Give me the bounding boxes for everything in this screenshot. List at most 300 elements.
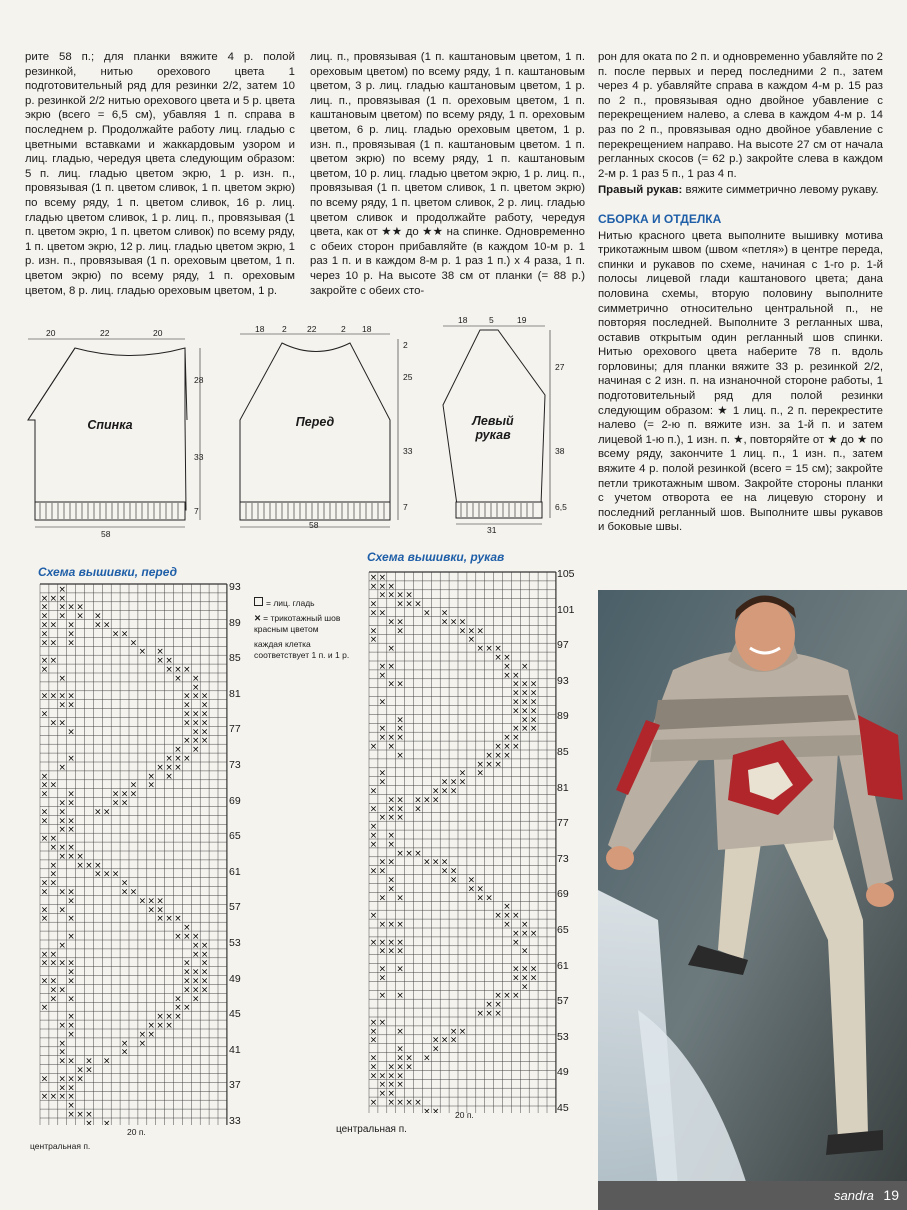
cross-stitch-mark: × — [396, 724, 404, 735]
cross-stitch-mark: × — [521, 679, 529, 690]
cross-stitch-mark: × — [369, 581, 378, 592]
cross-stitch-mark: × — [387, 679, 395, 690]
cross-stitch-mark: × — [458, 1026, 467, 1037]
row-number: 77 — [229, 723, 241, 736]
cross-stitch-mark: × — [396, 804, 404, 815]
cross-stitch-mark: × — [405, 1053, 413, 1064]
cross-stitch-mark: × — [40, 949, 49, 960]
cross-stitch-mark: × — [378, 991, 387, 1002]
cross-stitch-mark: × — [49, 1092, 58, 1103]
cross-stitch-mark: × — [49, 958, 58, 969]
cross-stitch-mark: × — [485, 759, 493, 770]
cross-stitch-mark: × — [432, 795, 440, 806]
dim-label: 25 — [403, 372, 413, 382]
cross-stitch-mark: × — [67, 700, 75, 711]
back-title: Спинка — [87, 418, 133, 432]
row-number: 93 — [557, 674, 569, 687]
cross-stitch-mark: × — [378, 813, 387, 824]
row-number: 49 — [557, 1066, 569, 1079]
cross-stitch-mark: × — [494, 1009, 502, 1019]
cross-stitch-mark: × — [67, 620, 75, 631]
dim-label: 2 — [341, 324, 346, 334]
cross-stitch-mark: × — [67, 1074, 75, 1085]
cross-stitch-mark: × — [512, 733, 520, 744]
cross-stitch-mark: × — [58, 1092, 66, 1103]
cross-stitch-mark: × — [40, 709, 49, 720]
row-number: 57 — [229, 901, 241, 914]
cross-stitch-mark: × — [521, 661, 529, 672]
center-stitch-label: центральная п. — [336, 1124, 407, 1135]
cross-stitch-mark: × — [387, 831, 395, 841]
cross-stitch-mark: × — [387, 590, 395, 601]
row-number: 53 — [557, 1030, 569, 1043]
cross-stitch-mark: × — [369, 1053, 378, 1064]
cross-stitch-mark: × — [49, 691, 58, 702]
cross-stitch-mark: × — [58, 1083, 66, 1094]
dim-label: 5 — [489, 315, 494, 325]
row-number: 85 — [229, 652, 241, 665]
cross-stitch-mark: × — [200, 718, 209, 729]
cross-stitch-mark: × — [67, 1101, 75, 1112]
cross-stitch-mark: × — [174, 914, 182, 925]
cross-stitch-mark: × — [512, 670, 520, 681]
right-sleeve-text: вяжите симметрично левому рукаву. — [682, 184, 879, 197]
cross-stitch-mark: × — [76, 611, 84, 622]
cross-stitch-mark: × — [192, 691, 200, 702]
row-number: 73 — [557, 852, 569, 865]
cross-stitch-mark: × — [529, 679, 538, 690]
row-number: 45 — [557, 1102, 569, 1114]
dim-label: 20 — [46, 328, 56, 338]
cross-stitch-mark: × — [369, 1035, 378, 1046]
cross-stitch-mark: × — [192, 940, 200, 951]
cross-stitch-mark: × — [503, 902, 511, 913]
cross-stitch-mark: × — [67, 967, 75, 978]
cross-stitch-mark: × — [67, 851, 75, 862]
cross-stitch-mark: × — [378, 661, 387, 672]
cross-stitch-mark: × — [129, 780, 138, 791]
cross-stitch-mark: × — [58, 1056, 66, 1067]
cross-stitch-mark: × — [494, 644, 502, 655]
row-number: 81 — [557, 781, 569, 794]
cross-stitch-mark: × — [147, 1021, 155, 1031]
cross-stitch-mark: × — [67, 691, 75, 702]
cross-stitch-mark: × — [156, 905, 164, 916]
text-column-3 — [598, 50, 883, 535]
cross-stitch-mark: × — [58, 584, 66, 595]
cross-stitch-mark: × — [147, 771, 155, 782]
cross-stitch-mark: × — [58, 1021, 66, 1031]
cross-stitch-mark: × — [165, 656, 173, 667]
cross-stitch-mark: × — [529, 715, 538, 726]
cross-stitch-mark: × — [183, 736, 191, 747]
cross-stitch-mark: × — [183, 923, 191, 934]
cross-stitch-mark: × — [183, 985, 191, 996]
cross-stitch-mark: × — [85, 1065, 93, 1076]
cross-stitch-mark: × — [192, 949, 200, 960]
cross-stitch-mark: × — [58, 825, 66, 836]
cross-stitch-mark: × — [156, 647, 164, 658]
cross-stitch-mark: × — [423, 1106, 431, 1113]
body-text: рите 58 п.; для планки вяжите 4 р. полой резинкой, нитью орехового цвета 1 подготовительный ряд для резинки 2/2, затем 10 р. резинкой 2/2 нитью орехового цвета и 5 р. цвета экрю (всего = 6,5 см), убавляя 1 п. справа в последнем р. Продолжайте работу лиц. гладью с цветными вставками и жаккардовым узором и лиц. гладью, чередуя цвета следующим образом: 5 п. лиц. гладью цветом экрю, 1 р. изн. п., провязывая (1 п. цветом сливок, 1 п. цветом экрю) по всему ряду, 1 п. цветом сливок, 16 р. лиц. гладью цветом сливок, 1 р. лиц. п., провязывая (1 п. цветом экрю, 1 п. цветом сливок) по всему ряду, 1 п. цветом экрю, 12 р. лиц. гладью цветом экрю, 1 р. изн. п., провязывая (1 п. ореховым цветом, 1 п. цветом экрю) по всему ряду, 1 п. ореховым цветом, 8 р. лиц. гладью ореховым цветом, 1 р. — [25, 51, 295, 297]
cross-stitch-mark: × — [67, 914, 75, 925]
cross-stitch-mark: × — [129, 789, 138, 800]
cross-stitch-mark: × — [503, 991, 511, 1002]
cross-stitch-mark: × — [423, 1053, 431, 1064]
cross-stitch-mark: × — [165, 754, 173, 764]
cross-stitch-mark: × — [476, 768, 484, 779]
cross-stitch-mark: × — [67, 754, 75, 764]
cross-stitch-mark: × — [369, 839, 378, 850]
cross-stitch-mark: × — [529, 964, 538, 975]
row-number: 53 — [229, 937, 241, 949]
cross-stitch-mark: × — [494, 991, 502, 1002]
cross-stitch-mark: × — [120, 798, 129, 809]
cross-stitch-mark: × — [503, 733, 511, 744]
cross-stitch-mark: × — [156, 1012, 164, 1023]
body-text: лиц. п., провязывая (1 п. каштановым цветом, 1 п. ореховым цветом) по всему ряду, 1 п. каштановым цветом, 3 р. лиц. гладью каштановым цветом, 1 р. лиц. п., провязывая (1 п. ореховым цветом, 1 п. каштановым цветом) по всему ряду, 1 п. ореховым цветом, 6 р. лиц. гладью ореховым цветом, 1 р. изн. п., провязывая (1 п. каштановым цветом. 1 п. цветом экрю) по всему ряду, 1 п. каштановым цветом, 10 р. лиц. гладью цветом экрю, 1 р. лиц. п., провязывая (1 п. цветом сливок, 1 п. цветом экрю) по всему ряду, 1 п. цветом сливок, 2 р. лиц. гладью цветом сливок и продолжайте работу, чередуя цвета, как от ★★ до ★★ на спинке. Одновременно с обеих сторон прибавляйте (в каждом 10-м р. 1 раз 1 п. и в каждом 8-м р. 1 раз 1 п.) х 4 раза, 1 п. через 10 р. На высоте 38 см от планки (= 88 р.) закройте с обеих сто- — [310, 51, 585, 297]
cross-stitch-mark: × — [67, 1083, 75, 1094]
cross-stitch-mark: × — [467, 884, 476, 895]
cross-stitch-mark: × — [378, 590, 387, 601]
row-number: 37 — [229, 1079, 241, 1092]
cross-stitch-mark: × — [369, 1026, 378, 1037]
cross-stitch-mark: × — [129, 638, 138, 649]
cross-stitch-mark: × — [503, 750, 511, 761]
row-number: 61 — [229, 865, 241, 878]
cross-stitch-mark: × — [120, 789, 129, 800]
cross-stitch-mark: × — [529, 973, 538, 984]
cross-stitch-mark: × — [521, 928, 529, 939]
cross-stitch-mark: × — [76, 1074, 84, 1085]
cross-stitch-mark: × — [129, 887, 138, 898]
cross-stitch-mark: × — [378, 1071, 387, 1082]
cross-stitch-mark: × — [49, 994, 58, 1005]
cross-stitch-mark: × — [485, 893, 493, 904]
embroidery-grid-sleeve — [365, 568, 565, 1113]
cross-stitch-mark: × — [369, 599, 378, 610]
cross-stitch-mark: × — [440, 866, 449, 877]
cross-stitch-mark: × — [387, 795, 395, 806]
cross-stitch-mark: × — [85, 1110, 93, 1120]
cross-stitch-mark: × — [165, 914, 173, 925]
cross-stitch-mark: × — [67, 789, 75, 800]
cross-stitch-mark: × — [521, 697, 529, 708]
cross-stitch-mark: × — [183, 754, 191, 764]
cross-stitch-mark: × — [396, 1098, 404, 1108]
row-number: 81 — [229, 687, 241, 700]
cross-stitch-mark: × — [40, 656, 49, 667]
cross-stitch-mark: × — [49, 656, 58, 667]
cross-stitch-mark: × — [165, 771, 173, 782]
cross-stitch-mark: × — [200, 949, 209, 960]
cross-stitch-mark: × — [476, 1009, 484, 1019]
cross-stitch-mark: × — [120, 878, 129, 889]
cross-stitch-mark: × — [405, 599, 413, 610]
cross-stitch-mark: × — [369, 786, 378, 797]
cross-stitch-mark: × — [521, 715, 529, 726]
row-number: 65 — [557, 924, 569, 936]
cross-stitch-mark: × — [529, 928, 538, 939]
cross-stitch-mark: × — [67, 994, 75, 1005]
cross-stitch-mark: × — [521, 964, 529, 975]
cross-stitch-mark: × — [387, 946, 395, 957]
cross-stitch-mark: × — [521, 688, 529, 699]
cross-stitch-mark: × — [512, 991, 520, 1002]
dim-label: 6,5 — [555, 502, 567, 512]
cross-stitch-mark: × — [67, 1012, 75, 1023]
cross-stitch-mark: × — [521, 973, 529, 984]
cross-stitch-mark: × — [414, 1098, 422, 1108]
cross-stitch-mark: × — [174, 745, 182, 756]
row-number: 45 — [229, 1008, 241, 1021]
cross-stitch-mark: × — [67, 798, 75, 809]
cross-stitch-mark: × — [192, 709, 200, 720]
cross-stitch-mark: × — [440, 1035, 449, 1046]
cross-stitch-mark: × — [476, 644, 484, 655]
right-sleeve-paragraph — [598, 183, 883, 198]
cross-stitch-mark: × — [512, 697, 520, 708]
body-text: рон для оката по 2 п. и одновременно убавляйте по 2 п. после первых и перед последними 2 п., затем через 4 р. убавляйте справа в каждом 4-м р. 15 раз по 2 п., провязывая одно двойное убавление с перекрещением налево, а слева в каждом 4-м р. 14 раз по 2 п., провязывая одно двойное убавление с перекрещением направо. На высоте 27 см от начала регланных скосов (= 62 р.) закройте слева в каждом 2-м р. 1 раз 5 п., 1 раз 4 п. — [598, 51, 883, 180]
dim-label: 22 — [307, 324, 317, 334]
cross-stitch-mark: × — [521, 724, 529, 735]
cross-stitch-mark: × — [183, 967, 191, 978]
cross-stitch-mark: × — [94, 869, 102, 880]
cross-stitch-mark: × — [49, 638, 58, 649]
dim-label: 20 — [153, 328, 163, 338]
cross-stitch-mark: × — [138, 1029, 147, 1040]
cross-stitch-mark: × — [512, 679, 520, 690]
dim-label: 2 — [282, 324, 287, 334]
cross-stitch-mark: × — [40, 611, 49, 622]
cross-stitch-mark: × — [67, 825, 75, 836]
cross-stitch-mark: × — [103, 807, 111, 818]
cross-stitch-mark: × — [440, 857, 449, 868]
dim-label: 28 — [194, 375, 204, 385]
dim-label: 33 — [403, 446, 413, 456]
cross-stitch-mark: × — [369, 742, 378, 752]
cross-stitch-mark: × — [174, 932, 182, 942]
cross-stitch-mark: × — [378, 733, 387, 744]
cross-stitch-mark: × — [103, 1056, 111, 1067]
cross-stitch-mark: × — [103, 869, 111, 880]
cross-stitch-mark: × — [156, 914, 164, 925]
page-footer — [834, 1187, 899, 1203]
cross-stitch-mark: × — [378, 964, 387, 975]
model-photo — [598, 590, 907, 1188]
cross-stitch-mark: × — [76, 602, 84, 613]
cross-stitch-mark: × — [58, 958, 66, 969]
cross-stitch-mark: × — [440, 786, 449, 797]
row-number: 41 — [229, 1043, 241, 1056]
cross-stitch-mark: × — [378, 608, 387, 619]
cross-stitch-mark: × — [378, 946, 387, 957]
dim-label: 18 — [255, 324, 265, 334]
cross-stitch-mark: × — [40, 887, 49, 898]
cross-stitch-mark: × — [200, 691, 209, 702]
cross-stitch-mark: × — [156, 656, 164, 667]
cross-stitch-mark: × — [494, 759, 502, 770]
cross-stitch-mark: × — [485, 1009, 493, 1019]
cross-stitch-mark: × — [396, 1071, 404, 1082]
cross-stitch-mark: × — [192, 976, 200, 987]
cross-stitch-mark: × — [396, 1044, 404, 1055]
cross-stitch-mark: × — [58, 1047, 66, 1058]
cross-stitch-mark: × — [58, 940, 66, 951]
cross-stitch-mark: × — [485, 644, 493, 655]
cross-stitch-mark: × — [200, 700, 209, 711]
cross-stitch-mark: × — [369, 831, 378, 841]
cross-stitch-mark: × — [449, 1026, 458, 1037]
cross-stitch-mark: × — [396, 893, 404, 904]
dim-label: 18 — [362, 324, 372, 334]
cross-stitch-mark: × — [40, 816, 49, 827]
cross-stitch-mark: × — [192, 718, 200, 729]
cross-stitch-mark: × — [494, 742, 502, 752]
center-stitch-label: центральная п. — [30, 1141, 91, 1151]
cross-stitch-mark: × — [67, 638, 75, 649]
cross-stitch-mark: × — [200, 709, 209, 720]
cross-stitch-mark: × — [494, 750, 502, 761]
cross-stitch-mark: × — [138, 647, 147, 658]
cross-stitch-mark: × — [183, 691, 191, 702]
cross-stitch-mark: × — [49, 869, 58, 880]
width-label: 20 п. — [127, 1127, 146, 1137]
front-title: Перед — [295, 415, 335, 429]
cross-stitch-mark: × — [378, 777, 387, 788]
assembly-heading: СБОРКА И ОТДЕЛКА — [598, 211, 722, 226]
dim-label: 58 — [101, 529, 111, 539]
cross-stitch-mark: × — [58, 593, 66, 604]
cross-stitch-mark: × — [396, 733, 404, 744]
cross-stitch-mark: × — [378, 893, 387, 904]
cross-stitch-mark: × — [192, 932, 200, 942]
cross-stitch-mark: × — [387, 937, 395, 948]
cross-stitch-mark: × — [369, 822, 378, 833]
cross-stitch-mark: × — [67, 843, 75, 853]
cross-stitch-mark: × — [103, 620, 111, 631]
cross-stitch-mark: × — [378, 768, 387, 779]
cross-stitch-mark: × — [67, 1056, 75, 1067]
dim-label: 58 — [309, 520, 319, 530]
cross-stitch-mark: × — [183, 1003, 191, 1014]
width-label: 20 п. — [455, 1110, 474, 1120]
row-number: 89 — [229, 616, 241, 629]
cross-stitch-mark: × — [85, 1118, 93, 1125]
cross-stitch-mark: × — [387, 813, 395, 824]
cross-stitch-mark: × — [369, 1017, 378, 1028]
dim-label: 27 — [555, 362, 565, 372]
cross-stitch-mark: × — [67, 727, 75, 738]
cross-stitch-mark: × — [40, 807, 49, 818]
legend-cross-label: = трикотажный шов красным цветом — [254, 612, 341, 634]
cross-stitch-mark: × — [40, 905, 49, 916]
cross-stitch-mark: × — [174, 673, 182, 684]
cross-stitch-mark: × — [396, 813, 404, 824]
cross-stitch-mark: × — [76, 851, 84, 862]
cross-stitch-mark: × — [378, 920, 387, 930]
cross-stitch-mark: × — [67, 932, 75, 942]
cross-stitch-mark: × — [49, 985, 58, 996]
cross-stitch-mark: × — [512, 911, 520, 922]
cross-stitch-mark: × — [111, 798, 120, 809]
cross-stitch-mark: × — [423, 795, 431, 806]
cross-stitch-mark: × — [192, 727, 200, 738]
cross-stitch-mark: × — [103, 1118, 111, 1125]
cross-stitch-mark: × — [369, 626, 378, 637]
cross-stitch-mark: × — [378, 866, 387, 877]
cross-stitch-mark: × — [378, 857, 387, 868]
cross-stitch-mark: × — [67, 958, 75, 969]
cross-stitch-mark: × — [503, 670, 511, 681]
cross-stitch-mark: × — [378, 1089, 387, 1100]
cross-stitch-mark: × — [503, 742, 511, 752]
cross-stitch-mark: × — [503, 661, 511, 672]
cross-stitch-mark: × — [467, 626, 476, 637]
cross-stitch-mark: × — [378, 572, 387, 583]
cross-stitch-mark: × — [378, 937, 387, 948]
row-number: 57 — [557, 995, 569, 1008]
cross-stitch-mark: × — [396, 991, 404, 1002]
cross-stitch-mark: × — [94, 611, 102, 622]
cross-stitch-mark: × — [396, 1026, 404, 1037]
cross-stitch-mark: × — [111, 629, 120, 640]
cross-stitch-mark: × — [67, 816, 75, 827]
cross-stitch-mark: × — [85, 860, 93, 871]
cross-stitch-mark: × — [67, 1021, 75, 1031]
row-number: 101 — [557, 603, 575, 616]
cross-stitch-mark: × — [58, 700, 66, 711]
cross-stitch-mark: × — [58, 985, 66, 996]
cross-stitch-mark: × — [58, 798, 66, 809]
cross-stitch-mark: × — [40, 1003, 49, 1014]
cross-stitch-mark: × — [423, 608, 431, 619]
cross-stitch-mark: × — [449, 617, 458, 628]
cross-stitch-mark: × — [432, 1044, 440, 1055]
cross-stitch-mark: × — [387, 1071, 395, 1082]
cross-stitch-mark: × — [40, 629, 49, 640]
cross-stitch-mark: × — [67, 1029, 75, 1040]
cross-stitch-mark: × — [387, 617, 395, 628]
cross-stitch-mark: × — [458, 768, 467, 779]
cross-stitch-mark: × — [58, 602, 66, 613]
cross-stitch-mark: × — [183, 976, 191, 987]
cross-stitch-mark: × — [512, 724, 520, 735]
cross-stitch-mark: × — [440, 608, 449, 619]
cross-stitch-mark: × — [449, 866, 458, 877]
cross-stitch-mark: × — [85, 1056, 93, 1067]
cross-stitch-mark: × — [200, 985, 209, 996]
cross-stitch-mark: × — [94, 807, 102, 818]
cross-stitch-mark: × — [40, 602, 49, 613]
cross-stitch-mark: × — [192, 682, 200, 693]
page-number: 19 — [883, 1187, 899, 1203]
brand-name: sandra — [834, 1188, 874, 1203]
cross-stitch-mark: × — [67, 887, 75, 898]
cross-stitch-mark: × — [396, 750, 404, 761]
assembly-text: Нитью красного цвета выполните вышивку мотива трикотажным швом (швом «петля») в центре переда, спинки и рукавов по схеме, начиная с 1-го р. 1-й полосы лицевой глади каштанового цвета; дана половина схемы, вторую половину выполните симметрично относительно центральной п., не повторяя последней. Выполните 3 регланных шва, оставив открытым один регланный шов спинки. Нитью орехового цвета наберите 78 п. вдоль горловины; для планки вяжите 33 р. резинкой 2/2, начиная с 2 изн. п. на изнаночной стороне работы, 1 подготовительный ряд для полой резинки следующим образом: ★ 1 лиц. п., 2 п. перекрестите налево (= 2-ю п. вяжите изн. за 1-й п. и затем лицевой 1-ю п.), 1 изн. п. ★, повторяйте от ★ до ★ по всему ряду, закончите 1 лиц. п., 1 изн. п., затем вяжите 4 р. полой резинкой (всего = 15 см); закройте петли трикотажным швом. Закройте стороны планки с учетом отворота ее на лицевую сторону и последний регланный шов. Выполните швы рукавов и боковые швы. — [598, 229, 883, 534]
dim-label: 2 — [403, 340, 408, 350]
embroidery-grid-front — [36, 580, 236, 1125]
cross-stitch-mark: × — [58, 691, 66, 702]
legend-note: каждая клетка соответствует 1 п. и 1 р. — [254, 638, 350, 660]
row-number: 97 — [557, 639, 569, 652]
dim-label: 33 — [194, 452, 204, 462]
cross-stitch-mark: × — [449, 786, 458, 797]
cross-stitch-mark: × — [503, 653, 511, 663]
cross-stitch-mark: × — [396, 590, 404, 601]
cross-stitch-mark: × — [458, 617, 467, 628]
